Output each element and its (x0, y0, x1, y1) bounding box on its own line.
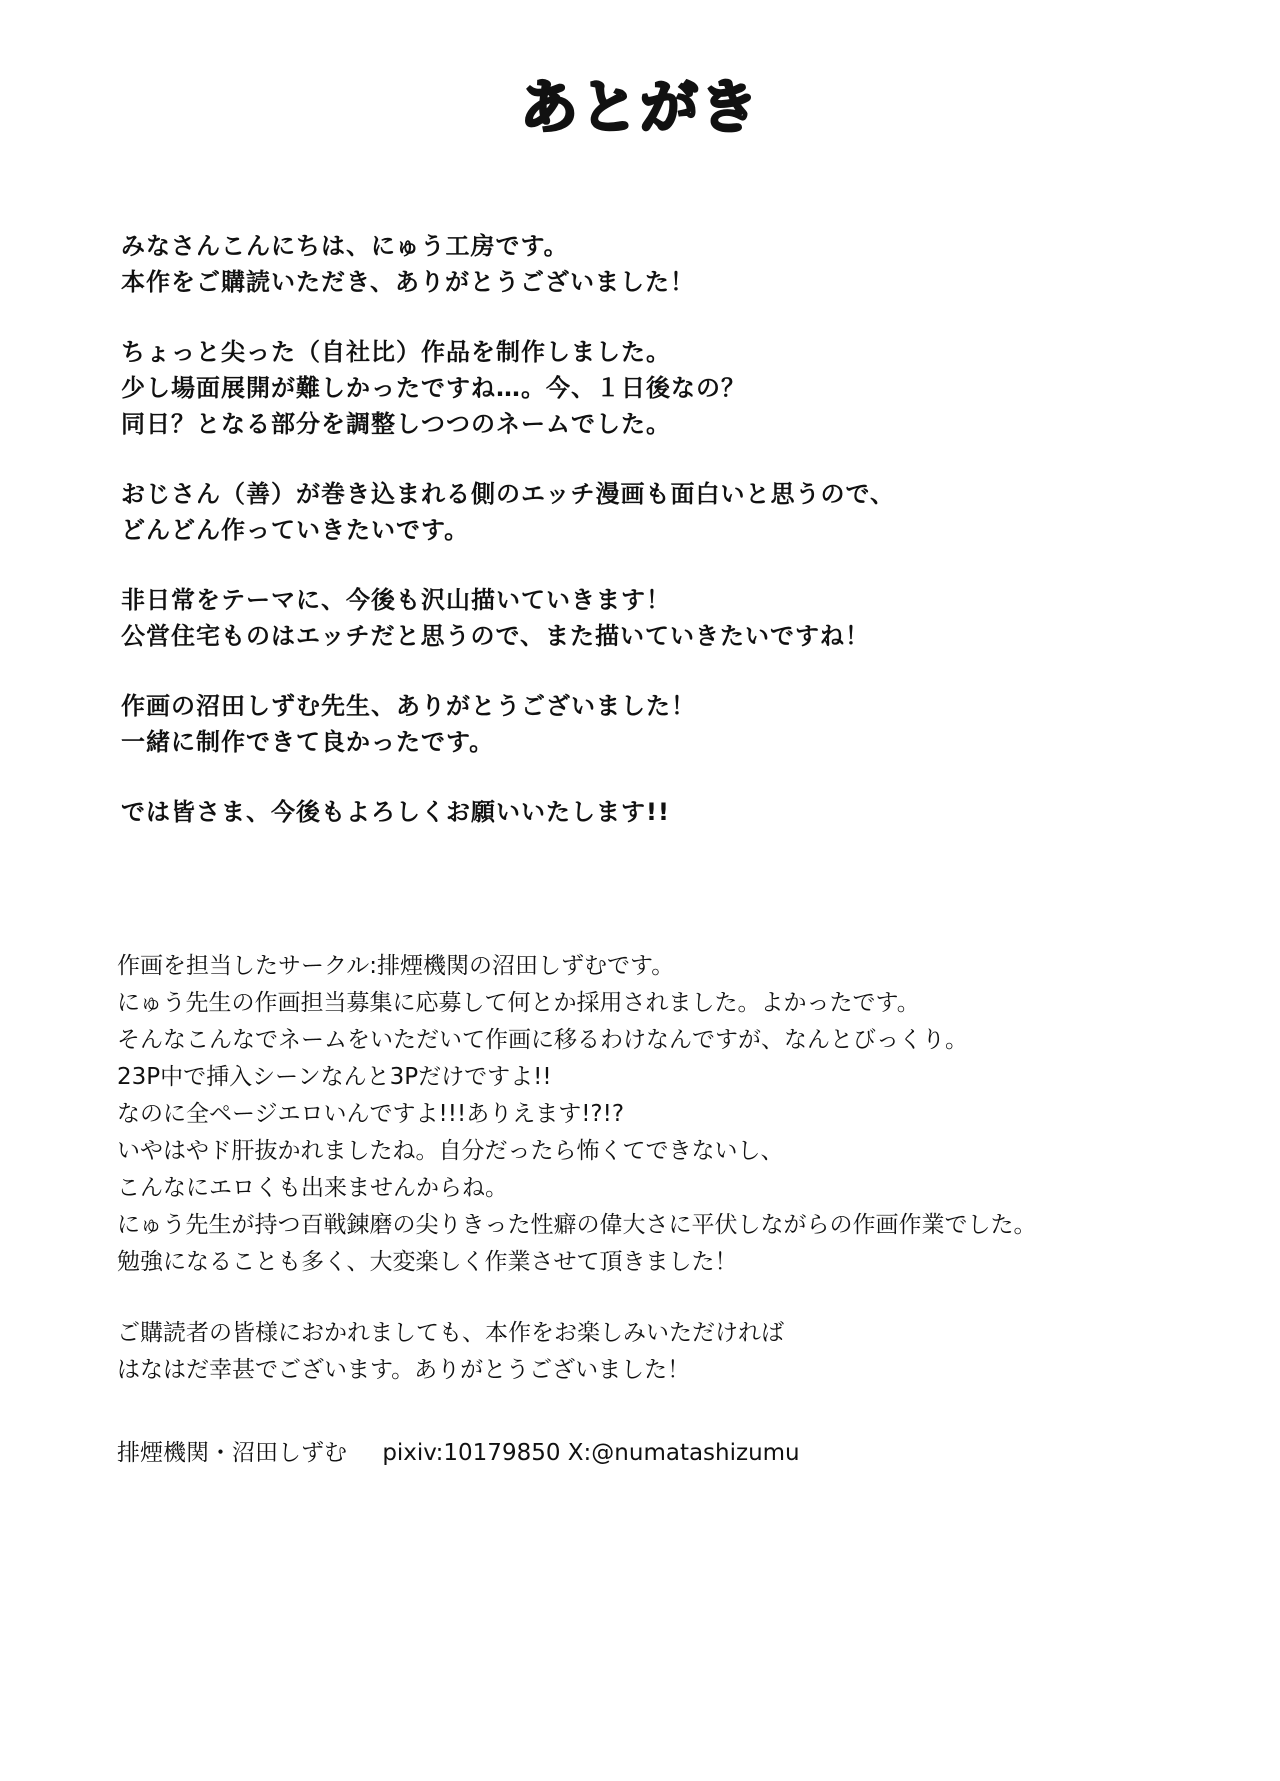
text-line: なのに全ページエロいんですよ!!!ありえます!?!? (117, 1101, 625, 1127)
text-line: にゅう先生が持つ百戦錬磨の尖りきった性癖の偉大さに平伏しながらの作画作業でした。 (117, 1212, 1037, 1238)
text-line: おじさん（善）が巻き込まれる側のエッチ漫画も面白いと思うので、 (121, 480, 896, 508)
text-line: 少し場面展開が難しかったですね…。今、１日後なの？ (121, 374, 746, 402)
text-line: にゅう先生の作画担当募集に応募して何とか採用されました。よかったです。 (117, 990, 920, 1016)
text-line: ご購読者の皆様におかれましても、本作をお楽しみいただければ (117, 1320, 784, 1346)
paragraph (121, 582, 1171, 654)
paragraph (121, 794, 1171, 830)
text-line: そんなこんなでネームをいただいて作画に移るわけなんですが、なんとびっくり。 (117, 1027, 968, 1053)
text-line: こんなにエロくも出来ませんからね。 (117, 1175, 508, 1201)
signature-accounts: pixiv:10179850 X:@numatashizumu (382, 1440, 800, 1466)
text-line: いやはやド肝抜かれましたね。自分だったら怖くてできないし、 (117, 1138, 784, 1164)
text-line: 公営住宅ものはエッチだと思うので、また描いていきたいですね！ (121, 622, 871, 650)
paragraph (117, 1315, 1197, 1389)
text-line: 同日？となる部分を調整しつつのネームでした。 (121, 410, 671, 438)
paragraph (117, 948, 1197, 1281)
page-title: あとがき (519, 73, 760, 141)
signature-name: 排煙機関・沼田しずむ (117, 1440, 347, 1466)
paragraph (121, 688, 1171, 760)
paragraph (121, 476, 1171, 548)
text-line: では皆さま、今後もよろしくお願いいたします!! (121, 798, 670, 826)
text-line: ちょっと尖った（自社比）作品を制作しました。 (121, 338, 671, 366)
text-line: 作画を担当したサークル:排煙機関の沼田しずむです。 (117, 953, 675, 979)
paragraph (121, 228, 1171, 300)
text-line: 勉強になることも多く、大変楽しく作業させて頂きました！ (117, 1249, 738, 1275)
text-line: みなさんこんにちは、にゅう工房です。 (121, 232, 569, 260)
text-line: はなはだ幸甚でございます。ありがとうございました！ (117, 1357, 691, 1383)
text-line: 23P中で挿入シーンなんと3Pだけですよ!! (117, 1064, 552, 1090)
signature (117, 1435, 800, 1472)
afterword-nyuu-kobo (121, 228, 1171, 830)
text-line: 作画の沼田しずむ先生、ありがとうございました！ (121, 692, 696, 720)
text-line: 一緒に制作できて良かったです。 (121, 728, 495, 756)
text-line: 本作をご購読いただき、ありがとうございました！ (121, 268, 696, 296)
text-line: どんどん作っていきたいです。 (121, 516, 470, 544)
text-line: 非日常をテーマに、今後も沢山描いていきます！ (121, 586, 671, 614)
afterword-artist (117, 948, 1197, 1389)
paragraph (121, 334, 1171, 442)
